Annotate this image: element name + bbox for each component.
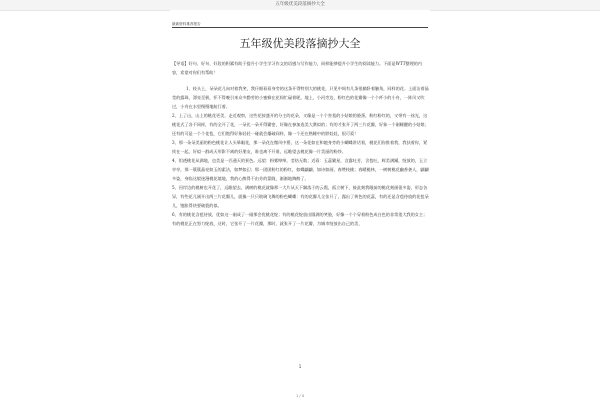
page-indicator: 1 / 4 xyxy=(295,394,305,398)
paragraph-4: 4、铝透桃花从满地，也美是一匹通天的景色。远望：粉雾绰绰，莹结无数；近看：玉蕊繁星，含露吐芳，含苞吐，辉美满踊，绽放的，玉立亭亭，那一簇簇晶亮如玉的素洁，如梦如幻；那一团团粉红的粉红，如蝶翩翩，如诗如画，春赞枝桃；春暖桃林，一树树桃花幽香袭人，翩翩多姿，身临这般迷漫桃花境地，我的心醉得不由芳的蒙眬，渐渐地陶醉了。 xyxy=(172,158,429,181)
paragraph-2: 2、上了山，山上的桃花更美，走近观察，这些花按盛开的分主的花朵，又像是一个个害羞的小姑娘的脸蛋，粉红粉红的，又带有一丝光，这桃花式了各不同样，有的全开了花，一朵比一朵开得繁密，好像在参加选美大赛似的；有的才张开了两三片花瓣，好象一个刚睡醒的小姑娘；还有的可是一个个花苞，它们饱得好象轻轻一碰就会爆破同样，像一个还在熟睡中的胖娃娃，很可爱！ xyxy=(172,113,429,136)
paragraph-1: 1、枝头上，朵朵花儿向对着我笑，我仔细看看身旁的这条开得特别大的桃花，只见中间有几条很躺卧着触角，同样的花。上面沾着晶莹的露珠，漂亮至极，怀不得晚引来众多勤劳的小蜜蜂在花间忙碌着呢，地上，小河旁边，粉红色的花瓣像一个个纤小的小舟，一阵风又吹过，小舟在水里慢慢地航行着。 xyxy=(172,86,429,109)
document-body xyxy=(172,59,430,228)
document-title: 五年级优美段落摘抄大全 xyxy=(239,37,361,50)
paragraph-6: 6、有的桃花含苞待放，优如这一刚成了一刚那会优桃花绽；有的桃花绽放出圆满的笑脸，好像一个个穿着粉色成白色的非常羞大我的女主；有的桃花正在努力绽放，这时，它张开了一片花瓣，那时，就张开了一片花瓣，为城市绽放出自己的美， xyxy=(172,212,428,226)
viewer-title: 五年级优美段落摘抄大全 xyxy=(275,2,325,7)
paragraph-3: 3、那一朵朵美丽的粉色桃花让人头晕眼花，那一朵花在微风中摇，这一朵花如在和她身旁的小蝴蝶讲话着，桃花们你推着我，我扶着你，紧挨在一起，好似一群成天形影不离的好朋友，谁也离不开谁，远瞻望去桃花像一片美丽的粉纱。 xyxy=(172,140,428,154)
document-header: 最新资料推荐报告 xyxy=(172,22,428,28)
intro-paragraph: 【导语】好句、好句、好段的积累有助于提升小学生学习作文的语感与写作能力，同样能够提升小学生的阅读能力。下面是WTT整理的内容，希望对你们有帮助！ xyxy=(172,61,423,75)
paragraph-5: 5、河岸边的桃树也开花了，远瞻望去，满树的桃花就像那一大片从天下飘落于的云霞，孤立树下，鼓此刻我眼前的桃花刻画很多姿，形态各异，有些花儿刚开出两三片花瓣儿，就像一只只玻璃飞舞的粉色蝴蝶：有的花瓣儿全张开了，露出了黄色的花蕊，有的还是含苞待放的花苞朵儿，饱胀得快要破裂的似。 xyxy=(172,185,429,208)
document-page xyxy=(170,10,430,390)
page-number: 1 xyxy=(298,364,302,369)
